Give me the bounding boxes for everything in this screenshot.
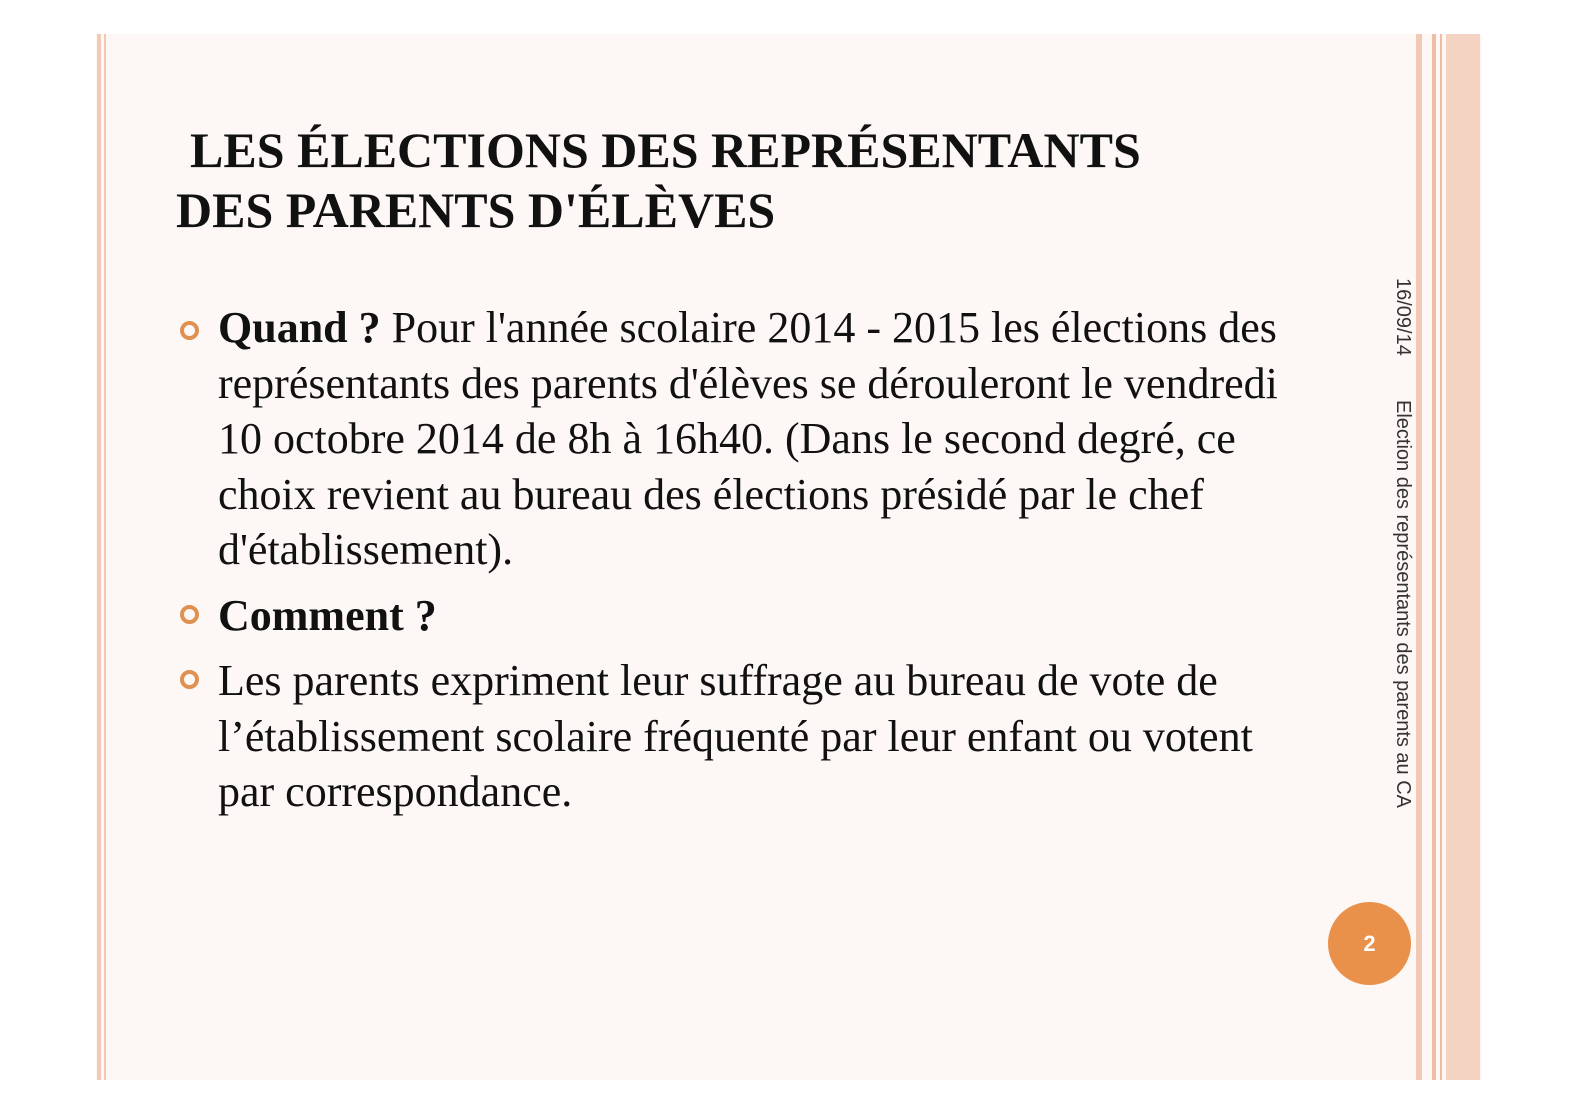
- bullet-item-quand: [176, 300, 1316, 578]
- bullet-lead: Comment ?: [218, 590, 437, 640]
- bullet-text: Les parents expriment leur suffrage au bureau de vote de l’établissement scolaire fréquenté par leur enfant ou votent par correspondance.: [218, 656, 1253, 816]
- side-date: 16/09/14: [1392, 278, 1414, 356]
- page-number-badge: 2: [1328, 902, 1411, 985]
- bullet-item-comment: [176, 588, 1316, 644]
- right-border-stripe: [1440, 34, 1442, 1080]
- hollow-circle-bullet-icon: [180, 670, 199, 689]
- left-border-stripe: [104, 34, 106, 1080]
- left-border-stripe: [97, 34, 101, 1080]
- slide-title: [176, 120, 1336, 240]
- side-subject: Election des représentants des parents au CA: [1392, 400, 1414, 809]
- right-border-stripe: [1432, 34, 1436, 1080]
- side-footer: [1368, 278, 1414, 838]
- slide-title-line-1: LES ÉLECTIONS DES REPRÉSENTANTS: [190, 122, 1141, 178]
- bullet-text: Pour l'année scolaire 2014 - 2015 les élections des représentants des parents d'élèves se dérouleront le vendredi 10 octobre 2014 de 8h à 16h40. (Dans le second degré, ce choix revient au bureau des élections présidé par le chef d'établissement).: [218, 303, 1278, 574]
- bullet-list: [176, 300, 1316, 820]
- hollow-circle-bullet-icon: [180, 321, 199, 340]
- bullet-item-suffrage: [176, 653, 1316, 820]
- slide-title-line-2: DES PARENTS D'ÉLÈVES: [176, 182, 776, 238]
- right-border-band: [1446, 34, 1480, 1080]
- right-border-stripe: [1416, 34, 1422, 1080]
- bullet-lead: Quand ?: [218, 303, 381, 352]
- hollow-circle-bullet-icon: [180, 605, 199, 624]
